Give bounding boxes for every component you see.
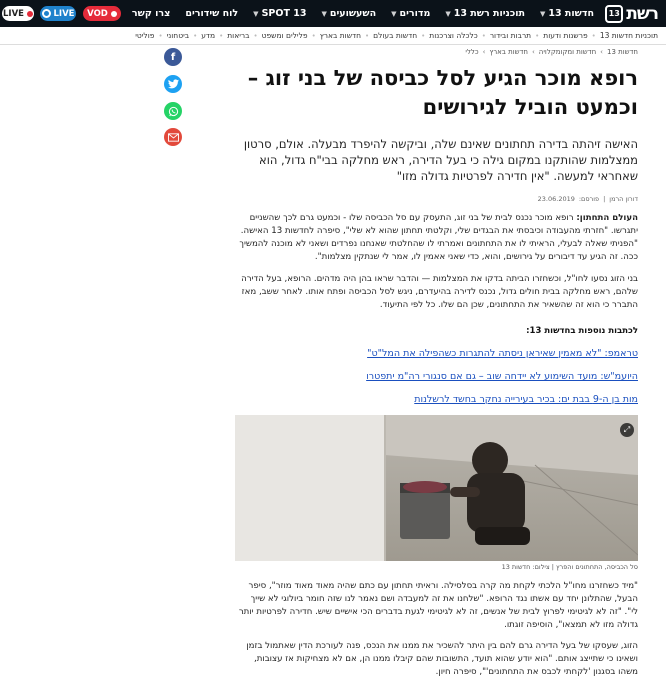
article — [235, 45, 638, 405]
nav-item-spot13[interactable] — [253, 8, 306, 19]
related-articles-heading: לכתבות נוספות בחדשות 13: — [526, 326, 638, 336]
nav-label: צרו קשר — [131, 8, 171, 19]
chevron-down-icon: ▼ — [321, 9, 327, 18]
facebook-icon: f — [170, 51, 176, 63]
nav-label: לוח שידורים — [185, 8, 239, 19]
subnav-separator: • — [193, 31, 198, 40]
nav-item-programs[interactable] — [445, 8, 525, 19]
breadcrumb-item[interactable]: חדשות בארץ — [489, 48, 528, 56]
live-label: LIVE — [3, 8, 24, 19]
subnav-item[interactable]: פוליטי — [135, 31, 155, 40]
reshet-13-logo[interactable] — [605, 3, 658, 24]
breadcrumb-item[interactable]: חדשות 13 — [606, 48, 638, 56]
published-date: 23.06.2019 — [537, 195, 575, 203]
published-label: פורסם: — [578, 195, 600, 203]
breadcrumb-separator: › — [531, 48, 535, 56]
subnav-separator: • — [481, 31, 486, 40]
nav-label: חדשות 13 — [548, 8, 594, 19]
category-subnav — [0, 27, 666, 45]
subnav-separator: • — [535, 31, 540, 40]
article-subtitle: האישה זיהתה בדירה תחתונים שאינם שלה, וביקשה להיפרד מבעלה. אולם, סרטון ממצלמות שהותקנו במקום גילה כי בעל הדירה, ראש מחלקה בבי"ח גדול, הוא שאחראי למעשה. "אין חדירה לפרטיות גדולה מזו" — [243, 137, 638, 183]
article-paragraph: "מיד כשחזרנו מחו"ל הלכתי לקחת מה קרה בסלסילה. וראיתי תחתון עם כתם שהיה מאוד מאוד מוזר", סיפר הבעל, שהתלונן יחד עם אשתו נגד הרופא. "שלחנו את זה למעבדה ושם נאמר לנו שזה חומר ביולוגי לא שייך לי". "זה לא לגיטימי לפרוץ לבית של אנשים, זה לא לגיטימי לגעת בדברים הכי אישיים שיש. חדירה לפרטיות יותר גדולה מזו לא תמצאו", הוסיפה זוגתו. — [238, 581, 638, 630]
subnav-item[interactable]: תוכניות חדשות 13 — [599, 31, 658, 40]
chevron-down-icon: ▼ — [540, 9, 546, 18]
subnav-separator: • — [421, 31, 426, 40]
whatsapp-icon — [168, 106, 179, 117]
related-article-link[interactable]: טראמפ: "לא מאמין שאיראן ניסתה להתגרות כשהפילה את המל"ט" — [367, 348, 638, 359]
subnav-separator: • — [253, 31, 258, 40]
nav-label: השעשועים — [329, 8, 377, 19]
live-13-button[interactable] — [40, 6, 76, 21]
live-dot-icon — [27, 11, 33, 17]
expand-icon[interactable]: ⤢ — [620, 423, 634, 437]
live-button[interactable] — [2, 6, 34, 21]
subnav-item[interactable]: פלילים ומשפט — [261, 31, 308, 40]
breadcrumb-item[interactable]: כללי — [465, 48, 479, 56]
subnav-separator: • — [219, 31, 224, 40]
article-paragraph — [235, 212, 638, 264]
related-article-link[interactable]: היועמ"ש: מועד השימוע לא יידחה שוב – גם אם סנגורי רה"מ יתפטרו — [366, 371, 638, 382]
top-navigation-bar — [0, 0, 666, 27]
article-continued — [235, 576, 638, 679]
article-paragraph: הזוג, שעסקו של בעל הדירה גרם להם בין היתר להשכיר את ממנו את הנכס, פנה לעורכת הדין שאתמול בזמן ושאינו כי שתייצג אותם. "הוא יודע שהוא תועד, התשובות שהם קיבלו ממנו הן, אם לא מצחיקות אז עצובות, משהו בסגנון 'לקחתי לכבס את התחתונים'", סיפרה חיון. — [246, 641, 638, 677]
subnav-item[interactable]: פרשנות ודעות — [543, 31, 588, 40]
record-dot-icon — [111, 11, 117, 17]
subnav-separator: • — [591, 31, 596, 40]
twitter-share-button[interactable] — [164, 75, 182, 93]
live13-label: LIVE — [53, 8, 75, 19]
email-share-button[interactable] — [164, 128, 182, 146]
subnav-separator: • — [311, 31, 316, 40]
nav-item-news13[interactable] — [540, 8, 594, 19]
image-caption: סל הכביסה, התחתונים והפרץ | צילום: חדשות 13 — [501, 563, 638, 571]
chevron-down-icon: ▼ — [253, 9, 259, 18]
logo-badge: 13 — [605, 5, 623, 23]
article-meta — [235, 195, 638, 203]
subnav-item[interactable]: מדע — [201, 31, 216, 40]
subnav-item[interactable]: ביטחוני — [166, 31, 190, 40]
nav-item-contact[interactable] — [132, 8, 170, 19]
nav-label: SPOT 13 — [261, 8, 307, 19]
breadcrumb — [235, 48, 638, 56]
twitter-icon — [168, 79, 179, 89]
subnav-separator: • — [365, 31, 370, 40]
nav-item-entertainment[interactable] — [321, 8, 376, 19]
article-headline: רופא מוכר הגיע לסל כביסה של בני זוג – וכמעט הוביל לגירושים — [247, 66, 638, 119]
paragraph-text: רופא מוכר נכנס לבית של בני זוג, התעסק עם סל הכביסה שלו - וכמעט גרם לכך שהשניים יתגרשו. "חזרתי מהעבודה וכיבסתי את הבגדים שלי, וקלטתי תחתון שהוא לא שלי", סיפרה לחדשות 13 האישה. "הפניתי שאלה לבעלי, הראיתי לו את התחתונים ואמרתי לו שהחלטתי שאנחנו נפרדים ושאני לא מוכנה להמשיך ככה. זה הגיע עד דיבורים על גירושים, והוא, כדי שאני אאמין לו, אמר לי שנתקין מצלמות". — [239, 213, 638, 262]
breadcrumb-separator: › — [482, 48, 486, 56]
whatsapp-share-button[interactable] — [164, 102, 182, 120]
subnav-item[interactable]: תרבות ובידור — [489, 31, 532, 40]
nav-label: מדורים — [399, 8, 431, 19]
facebook-share-button[interactable] — [164, 48, 182, 66]
subnav-item[interactable]: בריאות — [227, 31, 250, 40]
breadcrumb-item[interactable]: חדשות ומקומקלויה — [538, 48, 597, 56]
vod-button[interactable] — [83, 6, 121, 21]
subnav-item[interactable]: חדשות בארץ — [319, 31, 361, 40]
chevron-down-icon: ▼ — [391, 9, 397, 18]
breadcrumb-separator: › — [600, 48, 603, 56]
article-paragraph: בני הזוג נסעו לחו"ל, וכשחזרו הביתה בדקו את המצלמות — והדבר שראו בהן היה מדהים. הרופא, בעל הדירה שלהם, ראש מחלקה בבית חולים גדול, נכנס לדירה בהיעדרם, ניגש לסל הכביסה ופתח אותו. לאחר ששב, מאז התברר כי הוא זה שהשאיר את התחתונים, שכן הם שלו. כל לפי התיעוד. — [241, 274, 638, 310]
related-article-link[interactable]: מות בן ה-9 בבת ים: בכיר בעירייה נחקר בחשד לרשלנות — [414, 394, 638, 405]
nav-item-schedule[interactable] — [185, 8, 238, 19]
meta-separator: | — [603, 195, 606, 203]
email-icon — [168, 133, 179, 142]
subnav-item[interactable]: חדשות בעולם — [373, 31, 418, 40]
subnav-item[interactable]: כלכלה וצרכנות — [429, 31, 478, 40]
logo-text: רשת — [626, 3, 658, 24]
security-camera-photo — [235, 415, 638, 561]
nav-item-sections[interactable] — [391, 8, 430, 19]
subnav-separator: • — [158, 31, 163, 40]
author-name[interactable]: דורון הרמן — [609, 195, 638, 203]
main-nav — [132, 0, 594, 27]
article-image[interactable] — [235, 415, 638, 561]
nav-label: תוכניות רשת 13 — [453, 8, 525, 19]
chevron-down-icon: ▼ — [445, 9, 451, 18]
vod-label: VOD — [87, 8, 108, 19]
live-ring-icon — [42, 9, 51, 18]
paragraph-lead: העולם התחתון: — [576, 213, 638, 223]
